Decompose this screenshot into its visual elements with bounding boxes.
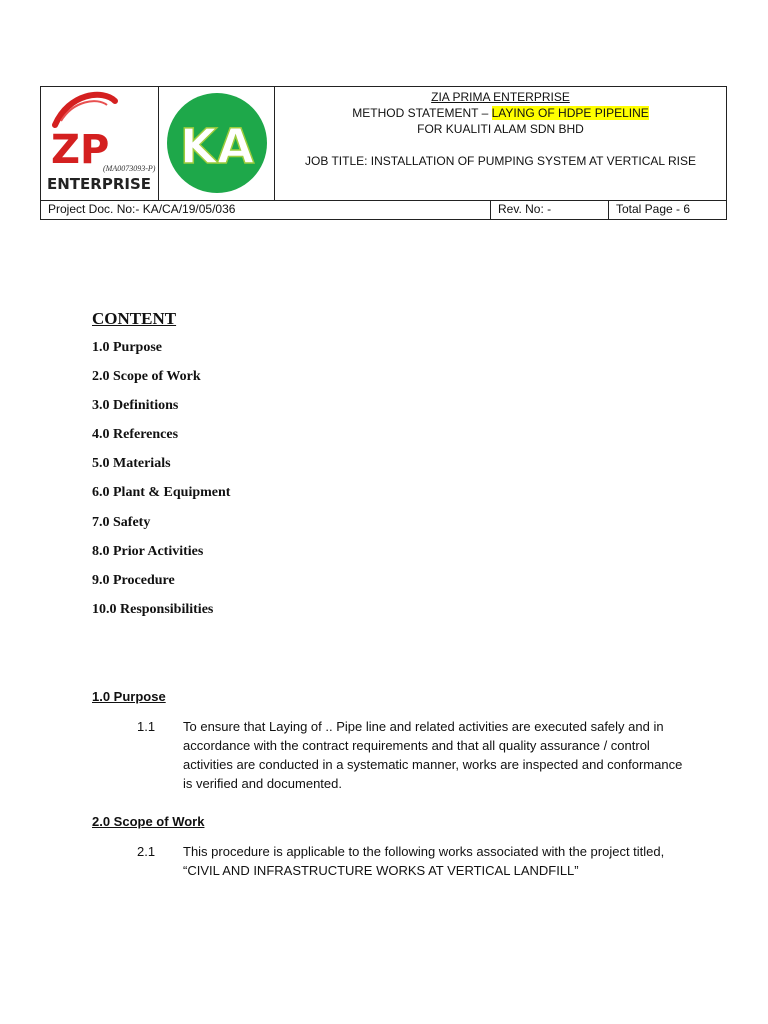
content-item: 8.0 Prior Activities <box>92 543 204 559</box>
header-info-row <box>40 200 727 220</box>
project-doc-no: Project Doc. No:- KA/CA/19/05/036 <box>41 200 491 219</box>
ka-logo <box>159 87 275 200</box>
method-prefix: METHOD STATEMENT – <box>352 106 492 120</box>
paragraph-text: This procedure is applicable to the following works associated with the project titled, “CIVIL AND INFRASTRUCTURE WORKS AT VERTICAL LANDFILL” <box>183 844 665 878</box>
section-heading-scope: 2.0 Scope of Work <box>92 814 205 829</box>
paragraph-2-1 <box>137 842 683 880</box>
content-heading: CONTENT <box>92 309 177 328</box>
job-title: JOB TITLE: INSTALLATION OF PUMPING SYSTEM AT VERTICAL RISE <box>305 154 696 168</box>
zp-letters: ZP <box>51 127 110 173</box>
content-item: 6.0 Plant & Equipment <box>92 485 231 501</box>
zp-logo-graphic <box>41 87 158 200</box>
zp-registration: (MA0073093-P) <box>103 164 156 173</box>
paragraph-text: To ensure that Laying of .. Pipe line and related activities are executed safely and in accordance with the contract requirements and that all quality assurance / control activities are conducted in a systematic manner, works are inspected and conformance is verified and documented. <box>183 719 683 791</box>
content-item: 5.0 Materials <box>92 456 171 472</box>
zp-brand-text: ENTERPRISE <box>47 175 151 193</box>
header-title-block <box>275 87 726 200</box>
method-statement <box>275 105 726 121</box>
zp-enterprise-logo <box>41 87 159 200</box>
content-item: 4.0 References <box>92 427 179 443</box>
header-main-row <box>40 86 727 201</box>
content-item: 10.0 Responsibilities <box>92 601 214 617</box>
content-item: 2.0 Scope of Work <box>92 369 201 385</box>
total-page: Total Page - 6 <box>616 202 691 216</box>
paragraph-1-1 <box>137 717 683 793</box>
method-highlight: LAYING OF HDPE PIPELINE <box>491 106 649 120</box>
content-item: 1.0 Purpose <box>92 340 162 355</box>
ka-logo-graphic <box>159 87 274 200</box>
content-item: 9.0 Procedure <box>92 572 175 588</box>
client-line: FOR KUALITI ALAM SDN BHD <box>417 122 584 136</box>
paragraph-number: 1.1 <box>137 719 156 734</box>
content-list <box>92 339 230 630</box>
content-item: 3.0 Definitions <box>92 398 179 414</box>
company-name: ZIA PRIMA ENTERPRISE <box>431 90 570 104</box>
content-item: 7.0 Safety <box>92 514 151 530</box>
rev-no: Rev. No: - <box>491 200 609 219</box>
document-header <box>40 86 727 221</box>
paragraph-number: 2.1 <box>137 844 156 859</box>
section-heading-purpose: 1.0 Purpose <box>92 689 166 704</box>
ka-letters: KA <box>179 119 255 175</box>
